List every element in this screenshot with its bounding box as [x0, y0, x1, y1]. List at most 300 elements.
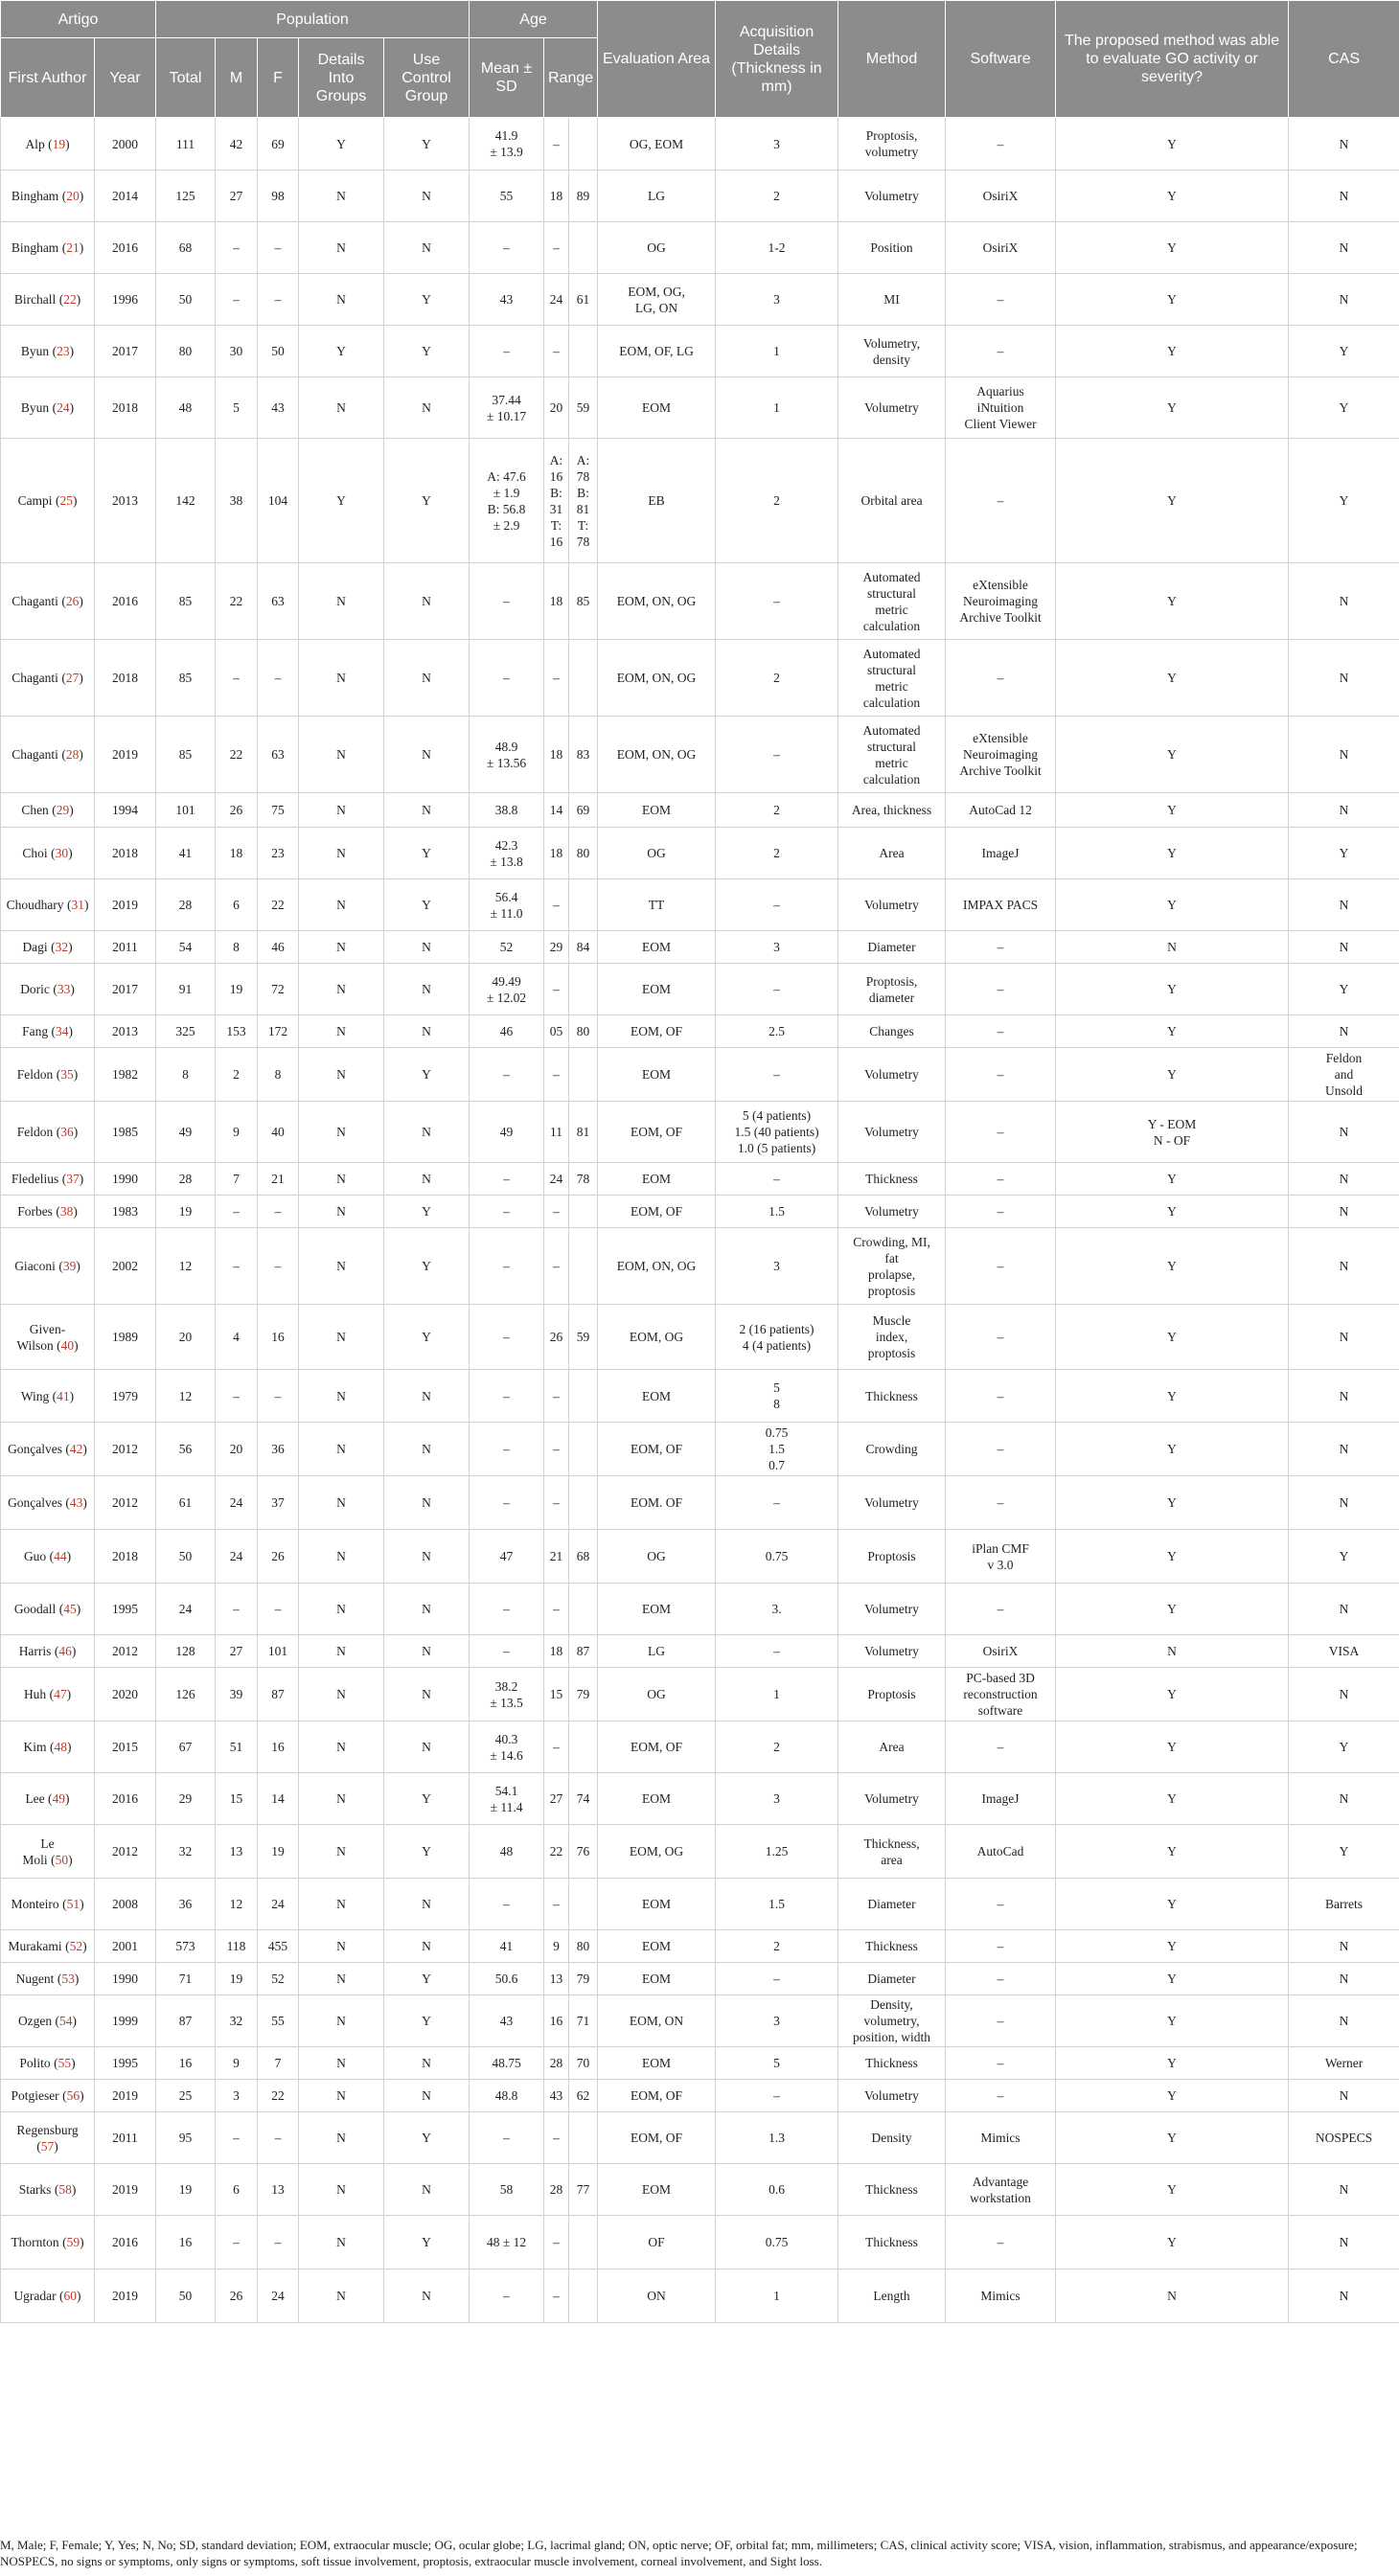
cell-text-line: Volumetry	[864, 1125, 919, 1139]
cell-text-line: 40.3	[494, 1731, 518, 1746]
cell-software	[946, 439, 1056, 563]
reference-link[interactable]: 59	[66, 2235, 80, 2249]
cell-text-line: N	[336, 1972, 346, 1986]
cell-first-author	[1, 2164, 95, 2216]
cell-text-line: N	[336, 1388, 346, 1403]
cell-first-author	[1, 1773, 95, 1825]
cell-range-high	[569, 1773, 598, 1825]
cell-text-line: N	[336, 400, 346, 415]
cell-text-line: 87	[576, 1644, 590, 1658]
cell-range-high	[569, 274, 598, 326]
cell-text-line: Ugradar (60)	[13, 2289, 81, 2303]
cell-text-line: –	[997, 1972, 1004, 1986]
cell-range-high	[569, 1584, 598, 1635]
cell-range-high	[569, 1015, 598, 1048]
cell-text-line: 71	[178, 1972, 193, 1986]
reference-link[interactable]: 56	[66, 2088, 80, 2103]
cell-year	[95, 326, 156, 377]
reference-link[interactable]: 28	[65, 747, 80, 762]
cell-text-line: EOM	[642, 1897, 672, 1911]
reference-link[interactable]: 48	[54, 1740, 67, 1754]
cell-use-control-group	[384, 1995, 470, 2047]
reference-link[interactable]: 46	[58, 1644, 72, 1658]
reference-link[interactable]: 38	[59, 1204, 74, 1219]
reference-link[interactable]: 53	[61, 1972, 75, 1986]
cell-cas	[1289, 1930, 1399, 1963]
reference-link[interactable]: 44	[54, 1549, 67, 1563]
cell-mean-sd	[470, 2047, 544, 2080]
table-row	[1, 1196, 1399, 1228]
cell-proposed-method	[1056, 1668, 1289, 1721]
cell-text-line: N	[422, 1602, 431, 1616]
cell-male	[216, 118, 258, 171]
cell-text-line: 79	[576, 1972, 590, 1986]
cell-text-line: 22	[229, 747, 243, 762]
cell-male	[216, 1423, 258, 1476]
cell-evaluation-area	[598, 118, 716, 171]
reference-link[interactable]: 31	[71, 898, 84, 912]
cell-text-line: Murakami (52)	[8, 1939, 87, 1953]
cell-method	[838, 1163, 946, 1196]
cell-acquisition-details	[716, 931, 838, 964]
cell-text-line: Y	[1167, 1791, 1177, 1806]
cell-text-line: fat	[884, 1250, 899, 1265]
reference-link[interactable]: 20	[66, 189, 80, 203]
cell-text-line: –	[997, 2088, 1004, 2103]
cell-text-line: EB	[648, 493, 665, 508]
cell-first-author	[1, 1530, 95, 1584]
cell-text-line: N	[336, 2235, 346, 2249]
cell-range-low	[544, 1963, 569, 1995]
cell-text-line: Volumetry	[864, 898, 919, 912]
cell-details-into-groups	[299, 222, 384, 274]
reference-link[interactable]: 34	[55, 1024, 69, 1038]
cell-text-line: N	[1339, 1024, 1349, 1038]
cell-text-line: –	[274, 1388, 282, 1403]
cell-text-line: EOM, ON, OG	[616, 1259, 697, 1273]
cell-evaluation-area	[598, 171, 716, 222]
cell-first-author	[1, 274, 95, 326]
table-row	[1, 1721, 1399, 1773]
cell-text-line: area	[881, 1852, 903, 1867]
cell-first-author	[1, 964, 95, 1015]
cell-male	[216, 2216, 258, 2269]
cell-text-line: –	[553, 2289, 560, 2303]
cell-male	[216, 1773, 258, 1825]
cell-text-line: 24	[229, 1495, 243, 1510]
cell-text-line: 68	[178, 240, 193, 255]
cell-details-into-groups	[299, 640, 384, 717]
cell-range-low	[544, 1635, 569, 1668]
cell-mean-sd	[470, 964, 544, 1015]
cell-range-high	[569, 793, 598, 828]
cell-total	[156, 1305, 216, 1370]
cell-text-line: Y	[422, 898, 431, 912]
cell-text-line: –	[997, 1125, 1004, 1139]
reference-link[interactable]: 24	[57, 400, 70, 415]
cell-text-line: 2016	[112, 1791, 138, 1806]
reference-link[interactable]: 21	[66, 240, 80, 255]
cell-text-line: 13	[271, 2182, 285, 2197]
cell-acquisition-details	[716, 1721, 838, 1773]
cell-year	[95, 1721, 156, 1773]
cell-text-line: 75	[271, 803, 285, 817]
cell-text-line: 78	[576, 534, 590, 549]
cell-text-line: N	[422, 2289, 431, 2303]
cell-cas	[1289, 1305, 1399, 1370]
cell-cas	[1289, 879, 1399, 931]
reference-link[interactable]: 54	[59, 2014, 73, 2028]
cell-female	[258, 326, 299, 377]
cell-cas	[1289, 717, 1399, 793]
table-row	[1, 1015, 1399, 1048]
cell-use-control-group	[384, 1668, 470, 1721]
reference-link[interactable]: 37	[66, 1172, 80, 1186]
cell-range-high	[569, 1370, 598, 1423]
cell-text-line: –	[773, 1644, 780, 1658]
cell-range-low	[544, 793, 569, 828]
cell-text-line: 2018	[112, 846, 138, 860]
cell-text-line: N	[422, 189, 431, 203]
cell-text-line: 1.25	[765, 1844, 789, 1858]
cell-details-into-groups	[299, 1476, 384, 1530]
cell-range-low	[544, 2216, 569, 2269]
cell-total	[156, 1825, 216, 1879]
cell-text-line: 21	[271, 1172, 285, 1186]
cell-text-line: N	[1339, 1602, 1349, 1616]
cell-text-line: Y	[1167, 2182, 1177, 2197]
cell-text-line: Y	[422, 1972, 431, 1986]
header-proposed-method: The proposed method was able to evaluate GO activity or severity?	[1056, 1, 1289, 118]
cell-text-line: 52	[271, 1972, 285, 1986]
cell-text-line: calculation	[862, 771, 921, 786]
cell-mean-sd	[470, 439, 544, 563]
cell-female	[258, 1635, 299, 1668]
cell-text-line: –	[997, 493, 1004, 508]
cell-cas	[1289, 563, 1399, 640]
header-software: Software	[946, 1, 1056, 118]
cell-total	[156, 1228, 216, 1305]
cell-text-line: Goodall (45)	[13, 1602, 81, 1616]
cell-text-line: –	[773, 1067, 780, 1082]
cell-text-line: Y	[1167, 1067, 1177, 1082]
cell-cas	[1289, 1102, 1399, 1163]
cell-details-into-groups	[299, 118, 384, 171]
cell-text-line: 24	[271, 1897, 285, 1911]
cell-year	[95, 879, 156, 931]
reference-link[interactable]: 39	[62, 1259, 77, 1273]
cell-cas	[1289, 1879, 1399, 1930]
reference-link[interactable]: 27	[65, 671, 80, 685]
cell-evaluation-area	[598, 931, 716, 964]
cell-text-line: –	[997, 136, 1004, 151]
table-row	[1, 1476, 1399, 1530]
reference-link[interactable]: 33	[57, 982, 71, 996]
cell-text-line: Y	[422, 344, 431, 358]
cell-text-line: 18	[549, 747, 563, 762]
cell-text-line: OsiriX	[982, 1644, 1019, 1658]
cell-range-high	[569, 2047, 598, 2080]
cell-range-high	[569, 326, 598, 377]
cell-female	[258, 1196, 299, 1228]
cell-text-line: N	[1339, 1388, 1349, 1403]
cell-text-line: N	[1339, 1172, 1349, 1186]
cell-text-line: EOM, OF	[631, 2131, 683, 2145]
table-row	[1, 2216, 1399, 2269]
cell-acquisition-details	[716, 879, 838, 931]
cell-female	[258, 931, 299, 964]
cell-text-line: 37.44	[492, 392, 521, 407]
cell-text-line: –	[997, 1897, 1004, 1911]
cell-text-line: –	[503, 1067, 510, 1082]
cell-total	[156, 1163, 216, 1196]
cell-acquisition-details	[716, 439, 838, 563]
cell-cas	[1289, 793, 1399, 828]
cell-text-line: N	[422, 1897, 431, 1911]
cell-evaluation-area	[598, 326, 716, 377]
cell-text-line: TT	[648, 898, 665, 912]
header-population: Population	[156, 1, 470, 38]
cell-software	[946, 171, 1056, 222]
cell-text-line: Y	[1167, 671, 1177, 685]
cell-acquisition-details	[716, 222, 838, 274]
cell-female	[258, 2080, 299, 2112]
cell-mean-sd	[470, 1305, 544, 1370]
cell-text-line: N	[336, 747, 346, 762]
reference-link[interactable]: 40	[60, 1337, 75, 1353]
cell-details-into-groups	[299, 2080, 384, 2112]
cell-text-line: 16	[178, 2056, 193, 2070]
cell-details-into-groups	[299, 1584, 384, 1635]
cell-text-line: 87	[271, 1687, 285, 1701]
cell-mean-sd	[470, 171, 544, 222]
cell-use-control-group	[384, 563, 470, 640]
cell-text-line: 2012	[112, 1495, 138, 1510]
cell-method	[838, 964, 946, 1015]
cell-text-line: 20	[549, 400, 563, 415]
cell-details-into-groups	[299, 1773, 384, 1825]
reference-link[interactable]: 43	[69, 1495, 83, 1510]
cell-evaluation-area	[598, 439, 716, 563]
cell-female	[258, 2047, 299, 2080]
cell-year	[95, 1423, 156, 1476]
cell-details-into-groups	[299, 1530, 384, 1584]
cell-details-into-groups	[299, 1423, 384, 1476]
reference-link[interactable]: 35	[60, 1067, 74, 1082]
cell-text-line: ± 13.8	[490, 854, 523, 869]
cell-cas	[1289, 118, 1399, 171]
cell-text-line: –	[503, 1204, 510, 1219]
cell-method	[838, 222, 946, 274]
table-row	[1, 1773, 1399, 1825]
cell-text-line: Proptosis	[867, 1549, 916, 1563]
cell-text-line: –	[233, 1259, 240, 1273]
reference-link[interactable]: 52	[69, 1939, 83, 1953]
cell-text-line: 2017	[112, 982, 138, 996]
cell-range-low	[544, 439, 569, 563]
cell-female	[258, 1476, 299, 1530]
cell-range-high	[569, 1825, 598, 1879]
cell-text-line: 128	[175, 1644, 195, 1658]
reference-link[interactable]: 51	[66, 1897, 80, 1911]
cell-text-line: Aquarius	[976, 384, 1024, 399]
cell-text-line: Y	[1167, 1172, 1177, 1186]
cell-text-line: Changes	[869, 1024, 914, 1038]
cell-text-line: 2016	[112, 240, 138, 255]
cell-total	[156, 640, 216, 717]
cell-text-line: Given-	[29, 1321, 66, 1336]
header-method: Method	[838, 1, 946, 118]
table-row	[1, 2269, 1399, 2323]
reference-link[interactable]: 50	[55, 1852, 69, 1867]
cell-text-line: Guo (44)	[23, 1549, 72, 1563]
cell-cas	[1289, 1015, 1399, 1048]
cell-software	[946, 2164, 1056, 2216]
cell-male	[216, 274, 258, 326]
cell-text-line: Wing (41)	[20, 1388, 75, 1403]
cell-range-high	[569, 2112, 598, 2164]
reference-link[interactable]: 29	[56, 803, 70, 817]
cell-text-line: N	[336, 1740, 346, 1754]
reference-link[interactable]: 57	[40, 2138, 55, 2154]
cell-text-line: –	[553, 898, 560, 912]
cell-text-line: –	[773, 1495, 780, 1510]
reference-link[interactable]: 55	[57, 2056, 72, 2070]
cell-text-line: –	[553, 982, 560, 996]
cell-female	[258, 439, 299, 563]
cell-acquisition-details	[716, 1879, 838, 1930]
cell-text-line: 2017	[112, 344, 138, 358]
cell-mean-sd	[470, 326, 544, 377]
cell-text-line: EOM, OF	[631, 1204, 683, 1219]
cell-acquisition-details	[716, 274, 838, 326]
cell-text-line: 1979	[112, 1388, 138, 1403]
header-acquisition-details: Acquisition Details (Thickness in mm)	[716, 1, 838, 118]
reference-link[interactable]: 22	[63, 292, 77, 307]
reference-link[interactable]: 19	[52, 136, 66, 151]
cell-total	[156, 1963, 216, 1995]
cell-text-line: Y	[422, 846, 431, 860]
cell-mean-sd	[470, 1825, 544, 1879]
cell-text-line: 41	[178, 846, 193, 860]
cell-text-line: –	[997, 2056, 1004, 2070]
cell-text-line: N	[1339, 189, 1349, 203]
cell-acquisition-details	[716, 377, 838, 439]
cell-text-line: –	[233, 671, 240, 685]
cell-text-line: 95	[178, 2131, 193, 2145]
cell-text-line: Volumetry	[864, 1204, 919, 1219]
cell-female	[258, 964, 299, 1015]
cell-male	[216, 1879, 258, 1930]
cell-software	[946, 1825, 1056, 1879]
cell-text-line: –	[773, 982, 780, 996]
cell-proposed-method	[1056, 1825, 1289, 1879]
table-row	[1, 717, 1399, 793]
cell-text-line: N	[336, 1442, 346, 1456]
reference-link[interactable]: 25	[59, 493, 73, 508]
reference-link[interactable]: 26	[65, 594, 80, 608]
cell-text-line: metric	[875, 678, 908, 694]
cell-range-low	[544, 964, 569, 1015]
cell-year	[95, 2164, 156, 2216]
cell-text-line: 0.6	[768, 2182, 785, 2197]
cell-software	[946, 1228, 1056, 1305]
cell-text-line: –	[274, 2235, 282, 2249]
cell-female	[258, 640, 299, 717]
cell-text-line: IMPAX PACS	[962, 898, 1039, 912]
cell-text-line: 0.75	[765, 2235, 789, 2249]
cell-method	[838, 1773, 946, 1825]
cell-evaluation-area	[598, 2047, 716, 2080]
reference-link[interactable]: 49	[52, 1791, 66, 1806]
reference-link[interactable]: 45	[63, 1602, 77, 1616]
cell-software	[946, 931, 1056, 964]
reference-link[interactable]: 36	[60, 1125, 74, 1139]
cell-evaluation-area	[598, 563, 716, 640]
cell-text-line: Y	[422, 493, 431, 508]
reference-link[interactable]: 60	[63, 2289, 78, 2303]
cell-text-line: N	[336, 1687, 346, 1701]
cell-text-line: Y	[1167, 240, 1177, 255]
cell-use-control-group	[384, 1015, 470, 1048]
cell-method	[838, 2269, 946, 2323]
cell-text-line: 2000	[112, 136, 138, 151]
reference-link[interactable]: 30	[55, 846, 69, 860]
reference-link[interactable]: 47	[54, 1687, 67, 1701]
cell-first-author	[1, 1370, 95, 1423]
cell-text-line: 80	[576, 1024, 590, 1038]
cell-male	[216, 1228, 258, 1305]
cell-text-line: N	[1339, 1495, 1349, 1510]
cell-cas	[1289, 1773, 1399, 1825]
cell-software	[946, 1370, 1056, 1423]
cell-first-author	[1, 222, 95, 274]
cell-text-line: –	[503, 1442, 510, 1456]
cell-text-line: 32	[229, 2014, 243, 2028]
reference-link[interactable]: 32	[55, 940, 69, 954]
reference-link[interactable]: 58	[58, 2182, 72, 2197]
header-artigo: Artigo	[1, 1, 156, 38]
cell-text-line: N	[422, 940, 431, 954]
cell-use-control-group	[384, 1228, 470, 1305]
reference-link[interactable]: 42	[69, 1442, 83, 1456]
reference-link[interactable]: 23	[57, 344, 70, 358]
cell-range-high	[569, 2269, 598, 2323]
cell-male	[216, 1825, 258, 1879]
cell-acquisition-details	[716, 640, 838, 717]
cell-female	[258, 1995, 299, 2047]
cell-range-high	[569, 1196, 598, 1228]
cell-year	[95, 1773, 156, 1825]
cell-text-line: 26	[229, 803, 243, 817]
cell-text-line: Orbital area	[860, 493, 923, 508]
cell-year	[95, 1196, 156, 1228]
cell-text-line: 4 (4 patients)	[742, 1337, 812, 1353]
table-row	[1, 1370, 1399, 1423]
cell-text-line: 38.8	[494, 803, 518, 817]
cell-total	[156, 1668, 216, 1721]
reference-link[interactable]: 41	[57, 1388, 70, 1403]
cell-text-line: 48.8	[494, 2088, 518, 2103]
cell-text-line: N	[422, 1172, 431, 1186]
cell-evaluation-area	[598, 1963, 716, 1995]
cell-text-line: 69	[576, 803, 590, 817]
cell-method	[838, 717, 946, 793]
cell-text-line: 16	[271, 1330, 285, 1344]
table-row	[1, 1228, 1399, 1305]
cell-female	[258, 1879, 299, 1930]
header-details-into-groups: Details Into Groups	[299, 38, 384, 118]
